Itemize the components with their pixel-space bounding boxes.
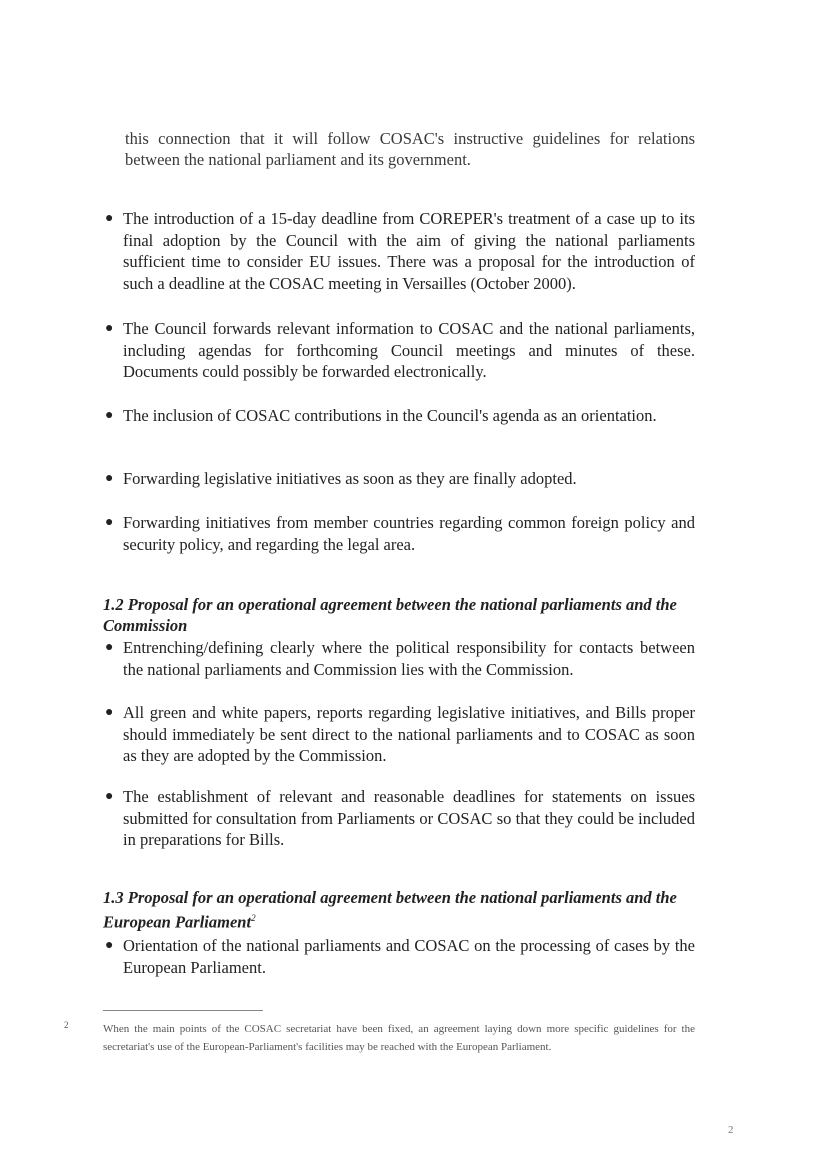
list-item: ● The inclusion of COSAC contributions in the Council's agenda as an orientation.: [105, 406, 657, 425]
bullet-icon: ●: [105, 640, 114, 655]
bullet-icon: ●: [105, 705, 114, 720]
list-item: ● The Council forwards relevant information to COSAC and the national parliaments, including agendas for forthcoming Council meetings and minutes of these. Documents could possibly be forwarded electronically.: [105, 319, 695, 381]
list-item: ● Forwarding legislative initiatives as soon as they are finally adopted.: [105, 469, 577, 488]
list-item: ● The establishment of relevant and reasonable deadlines for statements on issues submitted for consultation from Parliaments or COSAC so that they could be included in preparations for Bills.: [105, 787, 695, 849]
bullet-icon: ●: [105, 515, 114, 530]
list-item: ● The introduction of a 15-day deadline from COREPER's treatment of a case up to its final adoption by the Council with the aim of giving the national parliaments sufficient time to consider EU issues. There was a proposal for the introduction of such a deadline at the COSAC meeting in Versailles (October 2000).: [105, 209, 695, 293]
bullet-icon: ●: [105, 789, 114, 804]
page-number: 2: [728, 1124, 734, 1136]
continuation-paragraph: this connection that it will follow COSAC's instructive guidelines for relations between the national parliament and its government.: [125, 129, 695, 169]
footnote-mark: 2: [64, 1020, 69, 1030]
bullet-icon: ●: [105, 321, 114, 336]
list-item: ● All green and white papers, reports regarding legislative initiatives, and Bills proper should immediately be sent direct to the national parliaments and to COSAC as soon as they are adopted by the Commission.: [105, 703, 695, 765]
bullet-icon: ●: [105, 408, 114, 423]
footnote-reference: 2: [251, 913, 256, 923]
bullet-icon: ●: [105, 938, 114, 953]
bullet-icon: ●: [105, 471, 114, 486]
footnote-divider: [103, 1010, 263, 1011]
section-heading: 1.3 Proposal for an operational agreement between the national parliaments and the European Parliament$^2$: [103, 888, 677, 932]
section-heading: 1.2 Proposal for an operational agreement between the national parliaments and the Commission: [103, 595, 677, 635]
list-item: ● Orientation of the national parliaments and COSAC on the processing of cases by the European Parliament.: [105, 936, 695, 977]
footnote-text: When the main points of the COSAC secretariat have been fixed, an agreement laying down more specific guidelines for the secretariat's use of the European-Parliament's facilities may be reached with the European Parliament.: [103, 1023, 695, 1053]
list-item: ● Forwarding initiatives from member countries regarding common foreign policy and security policy, and regarding the legal area.: [105, 513, 695, 554]
list-item: ● Entrenching/defining clearly where the political responsibility for contacts between the national parliaments and Commission lies with the Commission.: [105, 638, 695, 679]
bullet-icon: ●: [105, 211, 114, 226]
